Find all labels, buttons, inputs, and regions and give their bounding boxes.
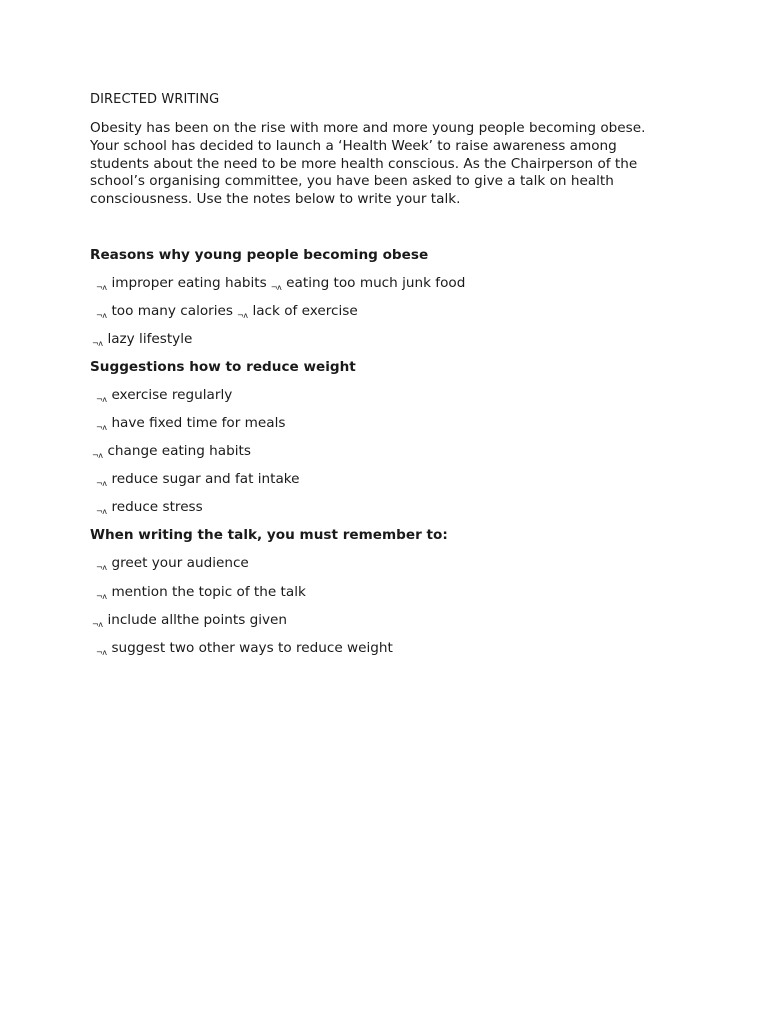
bullet-icon: ¬ʌ: [96, 479, 107, 488]
bullet-icon: ¬ʌ: [96, 423, 107, 432]
bullet-icon: ¬ʌ: [96, 283, 107, 292]
list-item: [96, 555, 249, 572]
bullet-icon: ¬ʌ: [237, 311, 248, 320]
intro-paragraph: [90, 120, 690, 209]
section-title-remember: When writing the talk, you must remember to:: [90, 527, 448, 543]
intro-line: school’s organising committee, you have been asked to give a talk on health: [90, 173, 614, 190]
list-item: [96, 471, 300, 488]
list-item: [96, 387, 232, 404]
bullet-icon: ¬ʌ: [96, 311, 107, 320]
list-item: [96, 499, 203, 516]
document-heading: DIRECTED WRITING: [90, 92, 220, 107]
bullet-icon: ¬ʌ: [96, 395, 107, 404]
list-item-text: include allthe points given: [107, 612, 288, 628]
intro-line: consciousness. Use the notes below to write your talk.: [90, 191, 461, 208]
list-item-text: mention the topic of the talk: [111, 584, 306, 600]
list-item: [96, 303, 358, 320]
list-item: [96, 640, 393, 657]
list-item-text: improper eating habits: [111, 275, 267, 291]
list-item-text: lazy lifestyle: [107, 331, 193, 347]
list-item-text: have fixed time for meals: [111, 415, 286, 431]
bullet-icon: ¬ʌ: [92, 620, 103, 629]
list-item: [96, 275, 465, 292]
intro-line: students about the need to be more health conscious. As the Chairperson of the: [90, 155, 638, 172]
list-item-text: eating too much junk food: [286, 275, 466, 291]
bullet-icon: ¬ʌ: [96, 648, 107, 657]
list-item-text: greet your audience: [111, 555, 249, 571]
intro-line: Obesity has been on the rise with more and more young people becoming obese.: [90, 120, 646, 136]
section-title-reasons: Reasons why young people becoming obese: [90, 247, 429, 263]
list-item: [92, 331, 192, 348]
list-item-text: reduce stress: [111, 499, 203, 515]
list-item-text: change eating habits: [107, 443, 251, 459]
bullet-icon: ¬ʌ: [96, 563, 107, 572]
bullet-icon: ¬ʌ: [96, 507, 107, 516]
list-item: [92, 443, 251, 460]
list-item-text: exercise regularly: [111, 387, 233, 403]
bullet-icon: ¬ʌ: [92, 451, 103, 460]
list-item-text: lack of exercise: [252, 303, 358, 319]
intro-line: Your school has decided to launch a ‘Health Week’ to raise awareness among: [90, 137, 617, 154]
bullet-icon: ¬ʌ: [270, 283, 282, 292]
list-item: [96, 584, 306, 601]
bullet-icon: ¬ʌ: [92, 339, 103, 348]
list-item-text: too many calories: [111, 303, 233, 319]
section-title-suggestions: Suggestions how to reduce weight: [90, 359, 356, 375]
list-item-text: suggest two other ways to reduce weight: [111, 640, 393, 656]
bullet-icon: ¬ʌ: [96, 592, 107, 601]
list-item: [92, 612, 287, 629]
list-item-text: reduce sugar and fat intake: [111, 471, 300, 487]
list-item: [96, 415, 285, 432]
